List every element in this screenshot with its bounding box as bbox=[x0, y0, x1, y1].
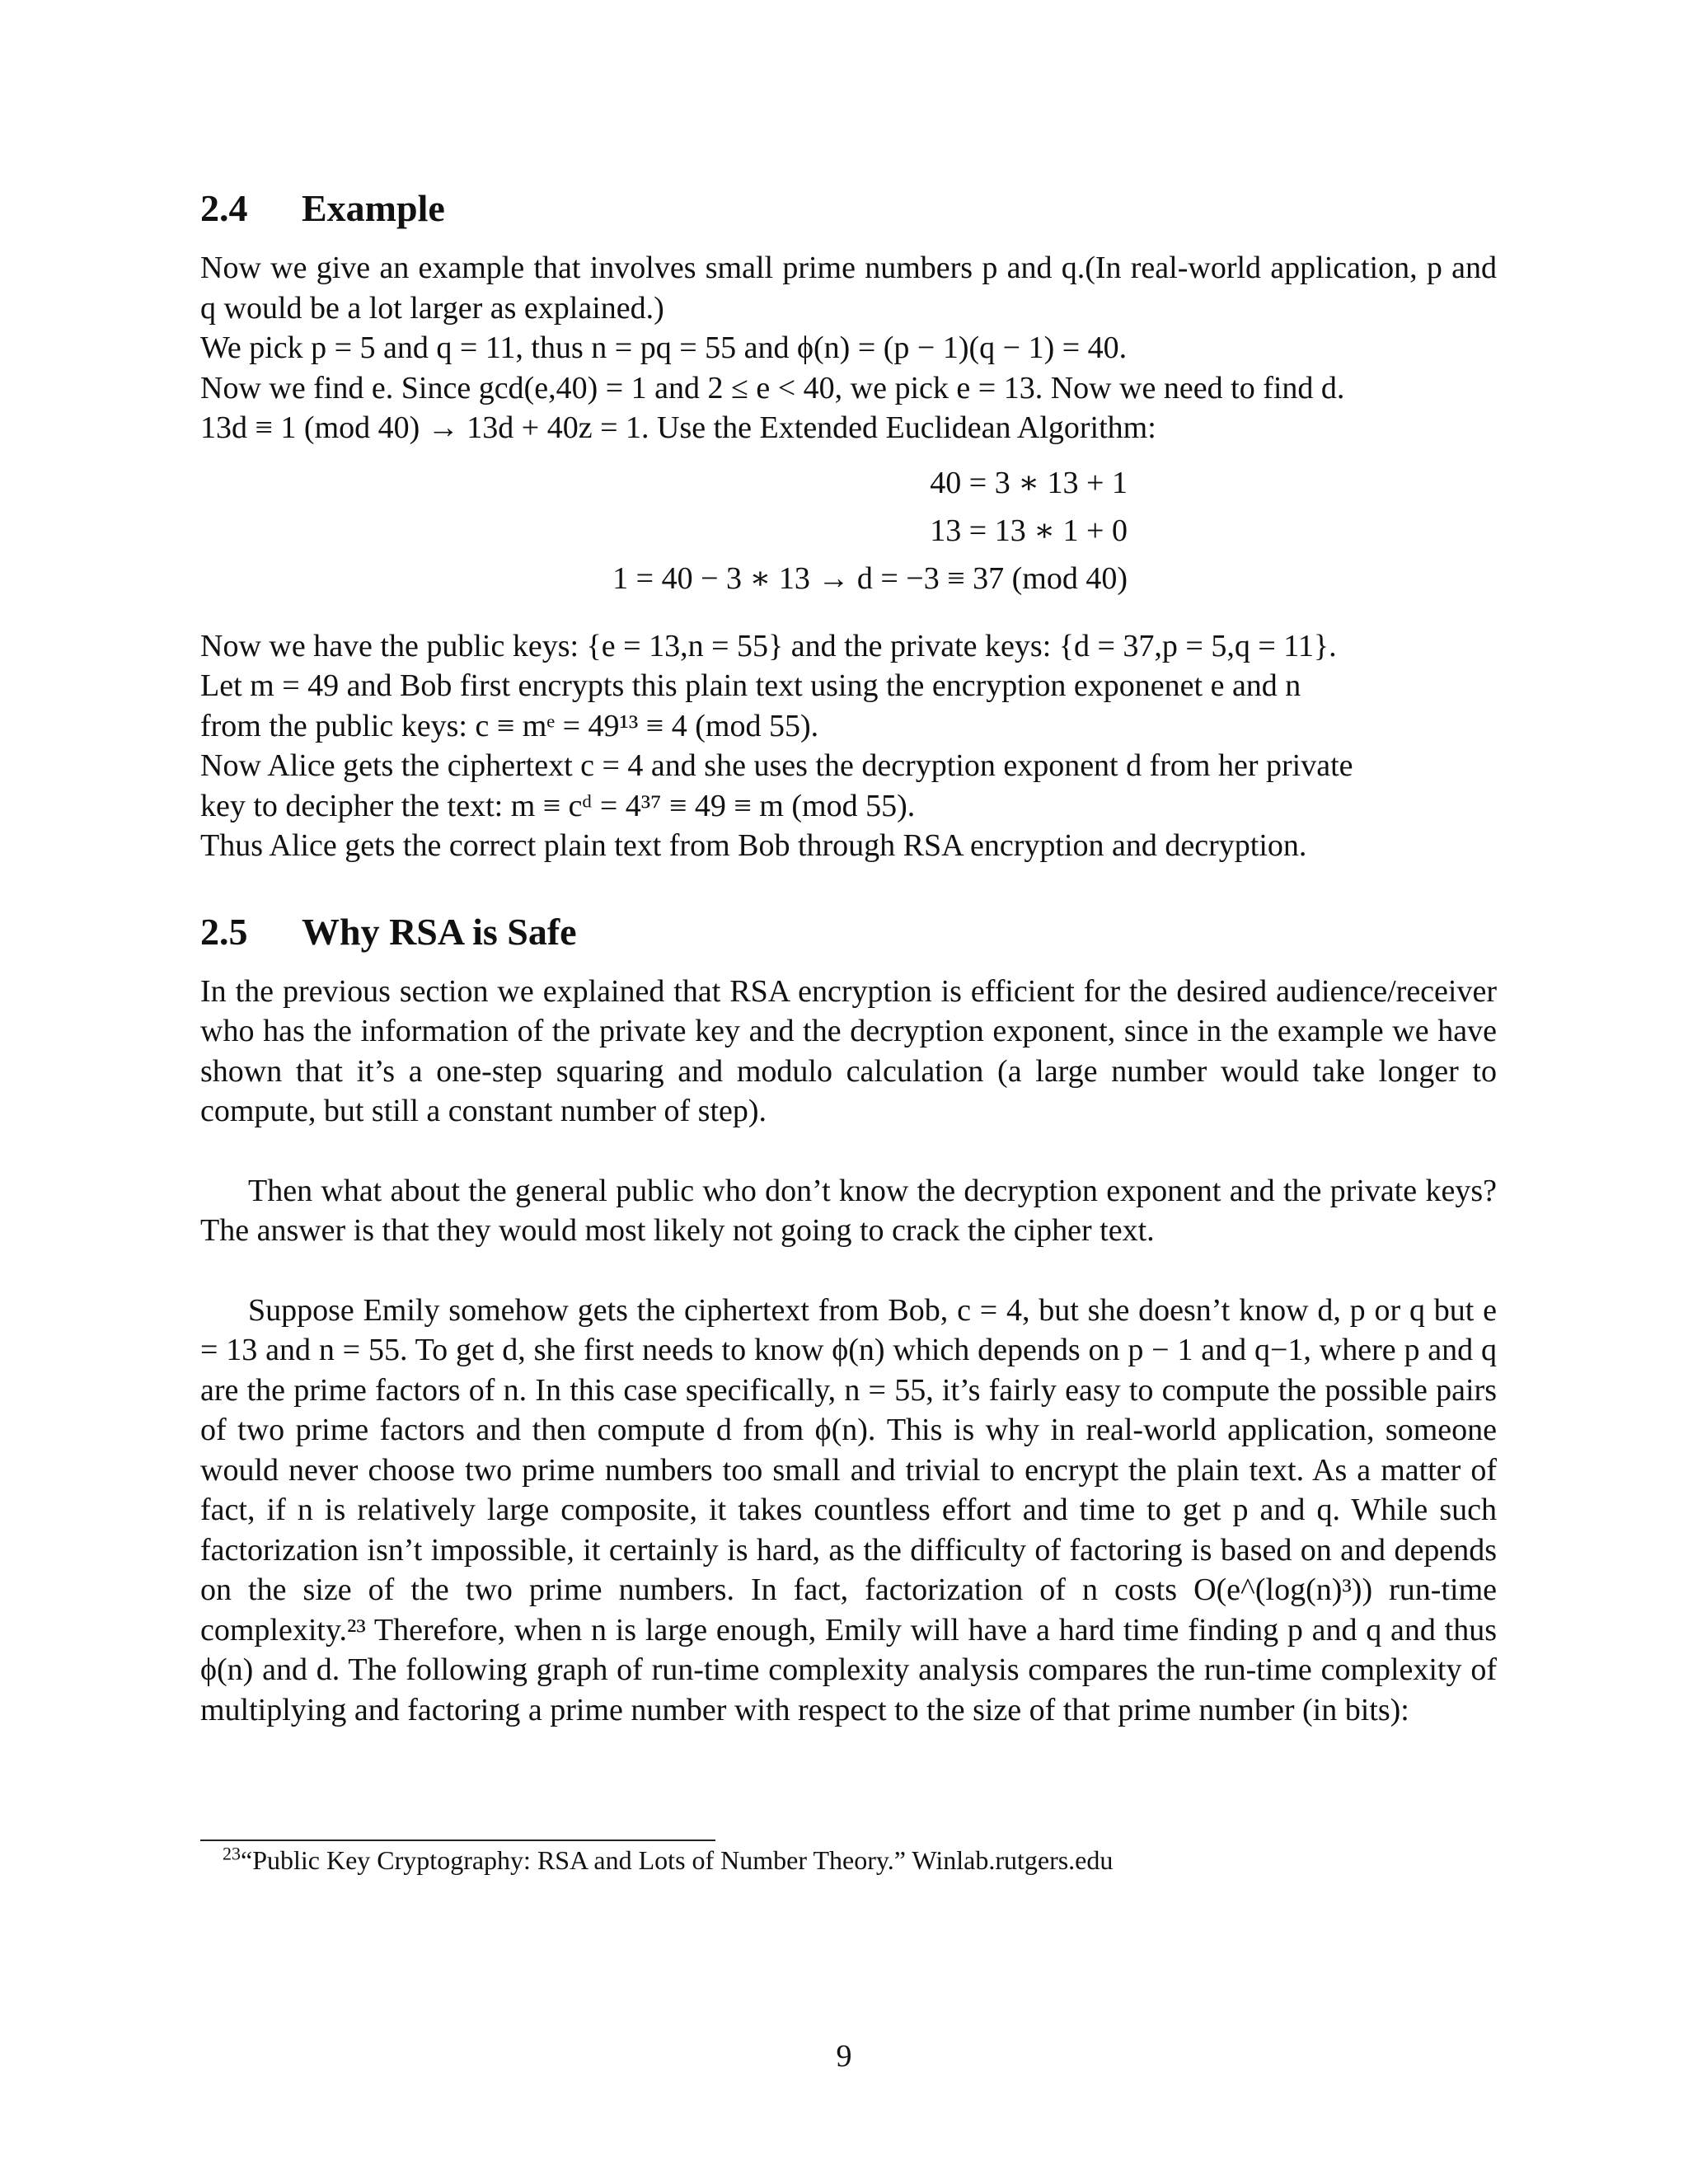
section-title: Example bbox=[302, 187, 445, 229]
text-line: We pick p = 5 and q = 11, thus n = pq = 55 and ϕ(n) = (p − 1)(q − 1) = 40. bbox=[200, 330, 1128, 365]
footnote bbox=[223, 1844, 1459, 1877]
example-intro bbox=[200, 248, 1497, 448]
equation: 13 = 13 ∗ 1 + 0 bbox=[930, 513, 1128, 548]
footnote-text: “Public Key Cryptography: RSA and Lots of Number Theory.” Winlab.rutgers.edu bbox=[241, 1845, 1114, 1875]
paragraph: Then what about the general public who don’t know the decryption exponent and the private keys? The answer is that they would most likely not going to crack the cipher text. bbox=[200, 1173, 1497, 1248]
section-title: Why RSA is Safe bbox=[302, 910, 577, 953]
footnote-mark: 23 bbox=[223, 1843, 241, 1864]
paragraph: In the previous section we explained that RSA encryption is efficient for the desired audience/receiver who has the information of the private key and the decryption exponent, since in the example we have shown that it’s a one-step squaring and modulo calculation (a large number would take longer to compute, but still a constant number of step). bbox=[200, 973, 1497, 1128]
section-number: 2.5 bbox=[200, 910, 248, 953]
text-line: Thus Alice gets the correct plain text from Bob through RSA encryption and decryption. bbox=[200, 828, 1307, 863]
footnote-rule bbox=[200, 1840, 715, 1841]
text-line: from the public keys: c ≡ mᵉ = 49¹³ ≡ 4 (mod 55). bbox=[200, 708, 819, 743]
text-line: Now we have the public keys: {e = 13,n = 55} and the private keys: {d = 37,p = 5,q = 11}. bbox=[200, 628, 1337, 663]
paragraph: Suppose Emily somehow gets the ciphertext from Bob, c = 4, but she doesn’t know d, p or q but e = 13 and n = 55. To get d, she first needs to know ϕ(n) which depends on p − 1 and q−1, where p and q are the prime factors of n. In this case specifically, n = 55, it’s fairly easy to compute the possible pairs of two prime factors and then compute d from ϕ(n). This is why in real-world application, someone would never choose two prime numbers too small and trivial to encrypt the plain text. As a matter of fact, if n is relatively large composite, it takes countless effort and time to get p and q. While such factorization isn’t impossible, it certainly is hard, as the difficulty of factoring is based on and depends on the size of the two prime numbers. In fact, factorization of n costs O(e^(log(n)³)) run-time complexity.²³ Therefore, when n is large enough, Emily will have a hard time finding p and q and thus ϕ(n) and d. The following graph of run-time complexity analysis compares the run-time complexity of multiplying and factoring a prime number with respect to the size of that prime number (in bits): bbox=[200, 1292, 1497, 1727]
text-line: 13d ≡ 1 (mod 40) → 13d + 40z = 1. Use the Extended Euclidean Algorithm: bbox=[200, 410, 1156, 445]
text-line: Now we find e. Since gcd(e,40) = 1 and 2 ≤ e < 40, we pick e = 13. Now we need to find d. bbox=[200, 370, 1345, 405]
text-line: Let m = 49 and Bob first encrypts this plain text using the encryption exponenet e and n bbox=[200, 668, 1301, 703]
text-line: Now Alice gets the ciphertext c = 4 and she uses the decryption exponent d from her private bbox=[200, 748, 1353, 783]
equation: 40 = 3 ∗ 13 + 1 bbox=[930, 465, 1128, 500]
page-number: 9 bbox=[836, 2039, 852, 2074]
text-line: key to decipher the text: m ≡ cᵈ = 4³⁷ ≡ 49 ≡ m (mod 55). bbox=[200, 788, 916, 823]
page-content bbox=[200, 185, 1497, 1730]
section-number: 2.4 bbox=[200, 187, 248, 229]
euclidean-equations bbox=[200, 463, 1497, 603]
section-heading-example bbox=[200, 185, 1497, 232]
example-result bbox=[200, 626, 1497, 866]
equation: 1 = 40 − 3 ∗ 13 → d = −3 ≡ 37 (mod 40) bbox=[612, 560, 1128, 596]
section-heading-why-rsa-safe bbox=[200, 909, 1497, 955]
text-line: Now we give an example that involves small prime numbers p and q.(In real-world application, p and q would be a lot larger as explained.) bbox=[200, 251, 1497, 326]
